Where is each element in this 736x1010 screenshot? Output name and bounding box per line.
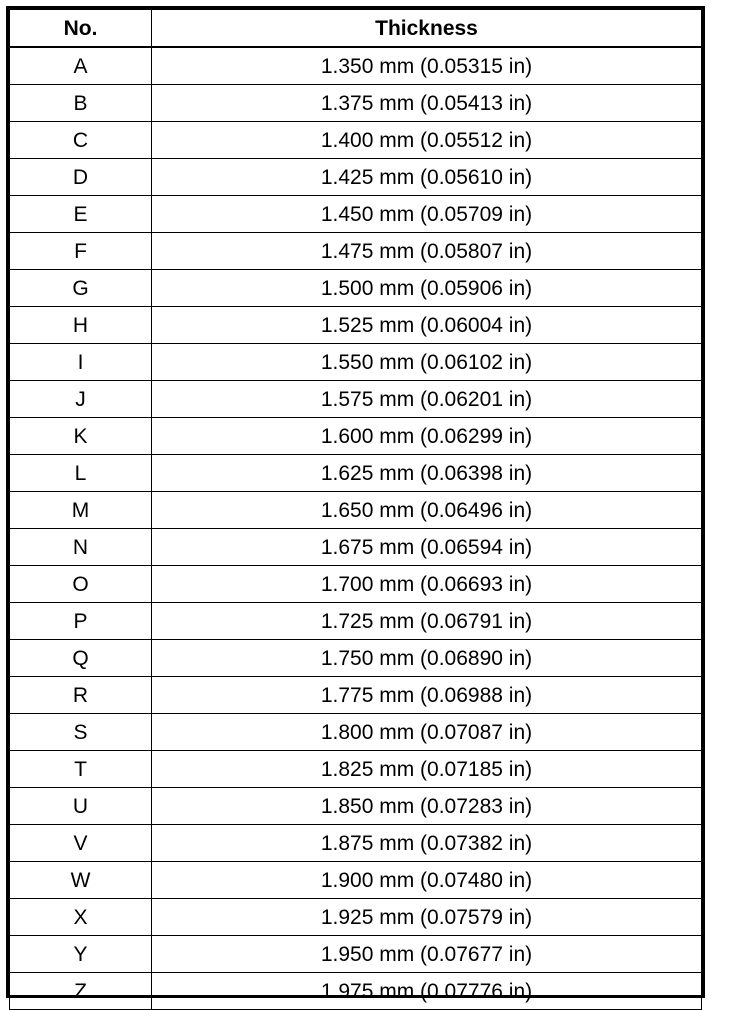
table-row <box>10 936 702 973</box>
cell-no: L <box>10 455 152 492</box>
cell-thickness: 1.600 mm (0.06299 in) <box>152 418 702 455</box>
cell-thickness: 1.425 mm (0.05610 in) <box>152 159 702 196</box>
table-row <box>10 862 702 899</box>
cell-thickness: 1.350 mm (0.05315 in) <box>152 47 702 85</box>
cell-no: M <box>10 492 152 529</box>
cell-thickness: 1.550 mm (0.06102 in) <box>152 344 702 381</box>
cell-thickness: 1.975 mm (0.07776 in) <box>152 973 702 1010</box>
table-row <box>10 973 702 1010</box>
thickness-table-frame <box>6 6 705 1003</box>
thickness-table <box>9 9 702 1010</box>
table-row <box>10 418 702 455</box>
cell-thickness: 1.500 mm (0.05906 in) <box>152 270 702 307</box>
cell-no: J <box>10 381 152 418</box>
column-header-thickness: Thickness <box>152 10 702 48</box>
cell-thickness: 1.825 mm (0.07185 in) <box>152 751 702 788</box>
cell-no: N <box>10 529 152 566</box>
cell-no: V <box>10 825 152 862</box>
table-row <box>10 233 702 270</box>
table-row <box>10 47 702 85</box>
cell-thickness: 1.875 mm (0.07382 in) <box>152 825 702 862</box>
column-header-no: No. <box>10 10 152 48</box>
table-row <box>10 270 702 307</box>
cell-thickness: 1.950 mm (0.07677 in) <box>152 936 702 973</box>
cell-thickness: 1.925 mm (0.07579 in) <box>152 899 702 936</box>
cell-thickness: 1.375 mm (0.05413 in) <box>152 85 702 122</box>
cell-no: T <box>10 751 152 788</box>
cell-no: B <box>10 85 152 122</box>
table-row <box>10 455 702 492</box>
cell-thickness: 1.650 mm (0.06496 in) <box>152 492 702 529</box>
table-row <box>10 344 702 381</box>
cell-thickness: 1.900 mm (0.07480 in) <box>152 862 702 899</box>
table-row <box>10 603 702 640</box>
table-row <box>10 566 702 603</box>
table-row <box>10 899 702 936</box>
cell-no: A <box>10 47 152 85</box>
table-row <box>10 640 702 677</box>
cell-thickness: 1.725 mm (0.06791 in) <box>152 603 702 640</box>
cell-no: Q <box>10 640 152 677</box>
cell-thickness: 1.475 mm (0.05807 in) <box>152 233 702 270</box>
cell-no: K <box>10 418 152 455</box>
cell-thickness: 1.750 mm (0.06890 in) <box>152 640 702 677</box>
table-row <box>10 788 702 825</box>
cell-thickness: 1.400 mm (0.05512 in) <box>152 122 702 159</box>
cell-no: Y <box>10 936 152 973</box>
cell-no: I <box>10 344 152 381</box>
table-row <box>10 122 702 159</box>
cell-no: U <box>10 788 152 825</box>
cell-no: G <box>10 270 152 307</box>
table-body <box>10 47 702 1010</box>
cell-thickness: 1.675 mm (0.06594 in) <box>152 529 702 566</box>
cell-no: Z <box>10 973 152 1010</box>
cell-no: S <box>10 714 152 751</box>
table-row <box>10 825 702 862</box>
table-row <box>10 492 702 529</box>
cell-thickness: 1.700 mm (0.06693 in) <box>152 566 702 603</box>
cell-no: F <box>10 233 152 270</box>
table-row <box>10 751 702 788</box>
table-row <box>10 714 702 751</box>
cell-no: W <box>10 862 152 899</box>
table-row <box>10 159 702 196</box>
table-row <box>10 196 702 233</box>
cell-thickness: 1.525 mm (0.06004 in) <box>152 307 702 344</box>
cell-thickness: 1.450 mm (0.05709 in) <box>152 196 702 233</box>
cell-no: E <box>10 196 152 233</box>
cell-no: D <box>10 159 152 196</box>
cell-thickness: 1.775 mm (0.06988 in) <box>152 677 702 714</box>
cell-no: H <box>10 307 152 344</box>
cell-thickness: 1.575 mm (0.06201 in) <box>152 381 702 418</box>
table-row <box>10 677 702 714</box>
cell-thickness: 1.850 mm (0.07283 in) <box>152 788 702 825</box>
table-row <box>10 529 702 566</box>
cell-thickness: 1.800 mm (0.07087 in) <box>152 714 702 751</box>
table-row <box>10 85 702 122</box>
cell-no: X <box>10 899 152 936</box>
table-header-row <box>10 10 702 48</box>
cell-no: R <box>10 677 152 714</box>
cell-no: P <box>10 603 152 640</box>
cell-thickness: 1.625 mm (0.06398 in) <box>152 455 702 492</box>
cell-no: C <box>10 122 152 159</box>
cell-no: O <box>10 566 152 603</box>
table-row <box>10 307 702 344</box>
table-row <box>10 381 702 418</box>
